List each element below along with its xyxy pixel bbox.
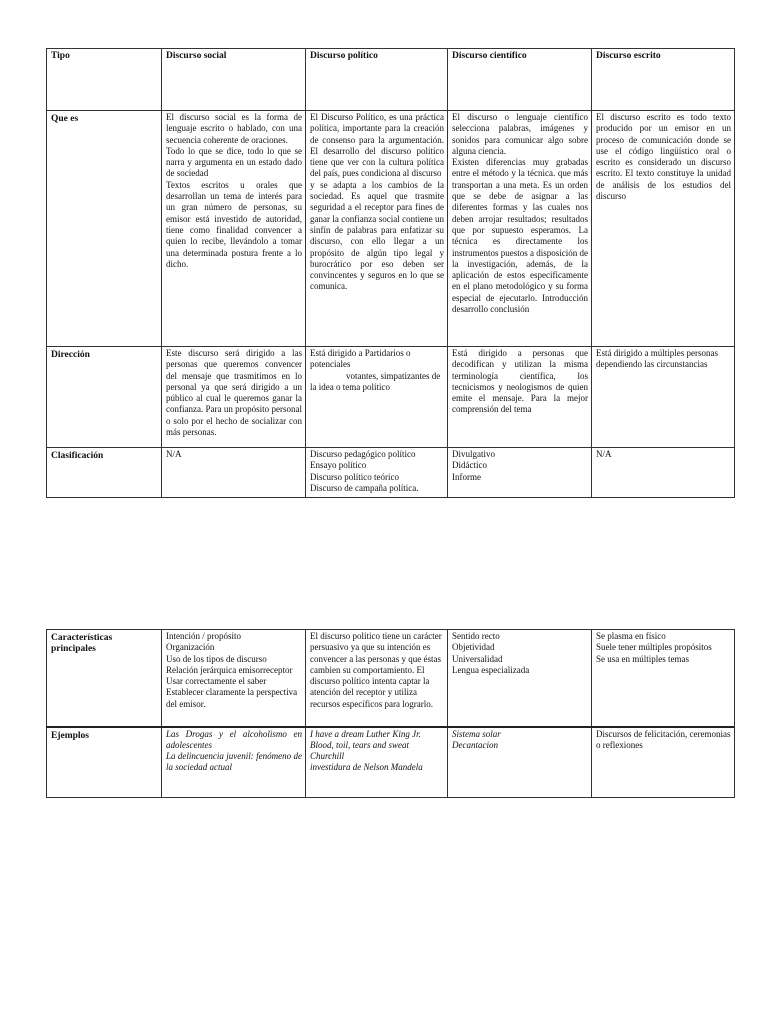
header-cell-cientifico: Discurso científico <box>448 49 592 111</box>
cell-paragraph: Usar correctamente el saber <box>166 676 267 687</box>
discourse-table-continued <box>46 629 735 798</box>
cell-paragraph: Todo lo que se dice, todo lo que se narra y argumenta en un estado dado de sociedad <box>166 145 302 179</box>
cell-clasificacion-social <box>162 448 306 498</box>
cell-paragraph: y se adapta a los cambios de la sociedad. Es aquel que trasmite seguridad a el receptor para fines de ganar la confianza social contiene un sinfín de palabras para enfatizar su discurso, con ello llegar a un propósito de algún tipo legal y burocrático por eso deben ser convincentes y seguros en lo que se comunica. <box>310 179 444 292</box>
cell-paragraph: Establecer claramente la perspectiva del emisor. <box>166 687 298 709</box>
cell-que-es-politico <box>306 111 448 347</box>
cell-paragraph: Suele tener múltiples propósitos <box>596 642 712 653</box>
cell-clasificacion-cientifico <box>448 448 592 498</box>
cell-paragraph: El discurso o lenguaje científico selecciona palabras, imágenes y sonidos para comunicar algo sobre alguna ciencia. <box>452 112 588 156</box>
cell-direccion-cientifico <box>448 347 592 448</box>
cell-paragraph: Didáctico <box>452 460 487 471</box>
cell-paragraph: El discurso social es la forma de lenguaje escrito o hablado, con una secuencia coherente de oraciones. <box>166 112 302 145</box>
row-que-es <box>47 111 735 347</box>
cell-paragraph: Divulgativo <box>452 449 495 459</box>
cell-paragraph: Discurso pedagógico político <box>310 449 416 459</box>
cell-paragraph: El discurso escrito es todo texto producido por un emisor en un proceso de comunicación donde se use el código lingüístico oral o escrito es considerado un discurso escrito. El texto constituye la unidad de análisis de los estudios del discurso <box>596 112 731 202</box>
cell-direccion-politico <box>306 347 448 448</box>
cell-paragraph: El Discurso Político, es una práctica política, importante para la creación de consenso para la argumentación. El desarrollo del discurso político tiene que ver con la cultura política del país, pues condiciona al discurso <box>310 112 444 179</box>
cell-paragraph: Lengua especializada <box>452 664 530 675</box>
row-label-caracteristicas: Características principales <box>47 630 162 727</box>
header-cell-politico: Discurso político <box>306 49 448 111</box>
cell-paragraph: Está dirigido a personas que decodifican y utilizan la misma terminología científica, los tecnicismos y neologismos de quien emite el mensaje. Para la mejor comprensión del tema <box>452 348 588 415</box>
cell-paragraph: La delincuencia juvenil: fenómeno de la sociedad actual <box>166 751 302 773</box>
cell-paragraph: Organización <box>166 642 215 653</box>
cell-paragraph: Está dirigido a Partidarios o potenciales <box>310 348 411 370</box>
cell-paragraph: N/A <box>596 449 612 459</box>
cell-paragraph: Discurso político teórico <box>310 471 399 482</box>
cell-clasificacion-politico <box>306 448 448 498</box>
row-ejemplos <box>47 727 735 798</box>
cell-paragraph: Sentido recto <box>452 631 500 641</box>
cell-ejemplos-cientifico <box>448 727 592 798</box>
cell-caracteristicas-social <box>162 630 306 727</box>
cell-ejemplos-politico <box>306 727 448 798</box>
header-row <box>47 49 735 111</box>
cell-paragraph: votantes, simpatizantes de la idea o tema político <box>310 370 441 392</box>
cell-paragraph: Sistema solar <box>452 728 501 739</box>
cell-caracteristicas-politico <box>306 630 448 727</box>
cell-paragraph: Este discurso será dirigido a las personas que queremos convencer del mensaje que trasmitimos en lo personal ya que será dirigido a un público al cual le queremos ganar la confianza. Para un propósito personal o solo por el hecho de socializar con más personas. <box>166 348 302 438</box>
header-cell-social: Discurso social <box>162 49 306 111</box>
cell-paragraph: investidura de Nelson Mandela <box>310 762 423 773</box>
cell-paragraph: N/A <box>166 449 182 459</box>
cell-ejemplos-escrito <box>592 727 735 798</box>
cell-paragraph: I have a dream Luther King Jr. <box>310 728 421 739</box>
row-label-direccion: Dirección <box>47 347 162 448</box>
cell-que-es-social <box>162 111 306 347</box>
row-label-que-es: Que es <box>47 111 162 347</box>
cell-que-es-escrito <box>592 111 735 347</box>
cell-paragraph: Se usa en múltiples temas <box>596 653 689 664</box>
header-cell-tipo: Tipo <box>47 49 162 111</box>
cell-paragraph: Discurso de campaña política. <box>310 482 419 493</box>
cell-paragraph: Textos escritos u orales que desarrollan un tema de interés para un gran número de personas, su emisor está investido de autoridad, tiene como finalidad convencer a quien lo recibe, llevándolo a tomar una determinada postura frente a lo dicho. <box>166 179 302 269</box>
cell-paragraph: Universalidad <box>452 653 503 664</box>
cell-paragraph: Informe <box>452 471 481 482</box>
cell-caracteristicas-cientifico <box>448 630 592 727</box>
row-caracteristicas <box>47 630 735 727</box>
cell-paragraph: Existen diferencias muy grabadas entre el método y la técnica. que más transportan a una meta. Es un orden que se debe de asignar a las diferentes formas y las cuales nos deben arrojar resultados; resultados que por supuesto esperamos. La técnica es directamente los instrumentos puestos a disposición de la investigación, además, de la aplicación de estos específicamente en el plano metodológico y su forma especial de ejecutarlo. Introducción desarrollo conclusión <box>452 157 588 315</box>
cell-caracteristicas-escrito <box>592 630 735 727</box>
cell-paragraph: El discurso político tiene un carácter persuasivo ya que su intención es convencer a las personas y que éstas cambien su comportamiento. El discurso político intenta captar la atención del receptor y utiliza recursos específicos para lograrlo. <box>310 631 442 709</box>
cell-paragraph: Está dirigido a múltiples personas dependiendo las circunstancias <box>596 348 718 370</box>
cell-paragraph: Relación jerárquica emisorreceptor <box>166 664 293 675</box>
cell-paragraph: Objetividad <box>452 642 495 653</box>
cell-paragraph: Intención / propósito <box>166 631 241 641</box>
cell-clasificacion-escrito <box>592 448 735 498</box>
row-label-ejemplos: Ejemplos <box>47 727 162 798</box>
cell-paragraph: Se plasma en físico <box>596 631 666 641</box>
cell-paragraph: Blood, toil, tears and sweat Churchill <box>310 739 409 762</box>
cell-paragraph: Decantacion <box>452 739 498 750</box>
row-clasificacion <box>47 448 735 498</box>
discourse-table <box>46 48 735 498</box>
header-cell-escrito: Discurso escrito <box>592 49 735 111</box>
cell-direccion-social <box>162 347 306 448</box>
cell-que-es-cientifico <box>448 111 592 347</box>
cell-paragraph: Las Drogas y el alcoholismo en adolescentes <box>166 728 302 750</box>
cell-direccion-escrito <box>592 347 735 448</box>
cell-ejemplos-social <box>162 727 306 798</box>
row-label-clasificacion: Clasificación <box>47 448 162 498</box>
cell-paragraph: Discursos de felicitación, ceremonias o reflexiones <box>596 728 731 750</box>
cell-paragraph: Ensayo político <box>310 460 367 471</box>
row-direccion <box>47 347 735 448</box>
cell-paragraph: Uso de los tipos de discurso <box>166 653 267 664</box>
